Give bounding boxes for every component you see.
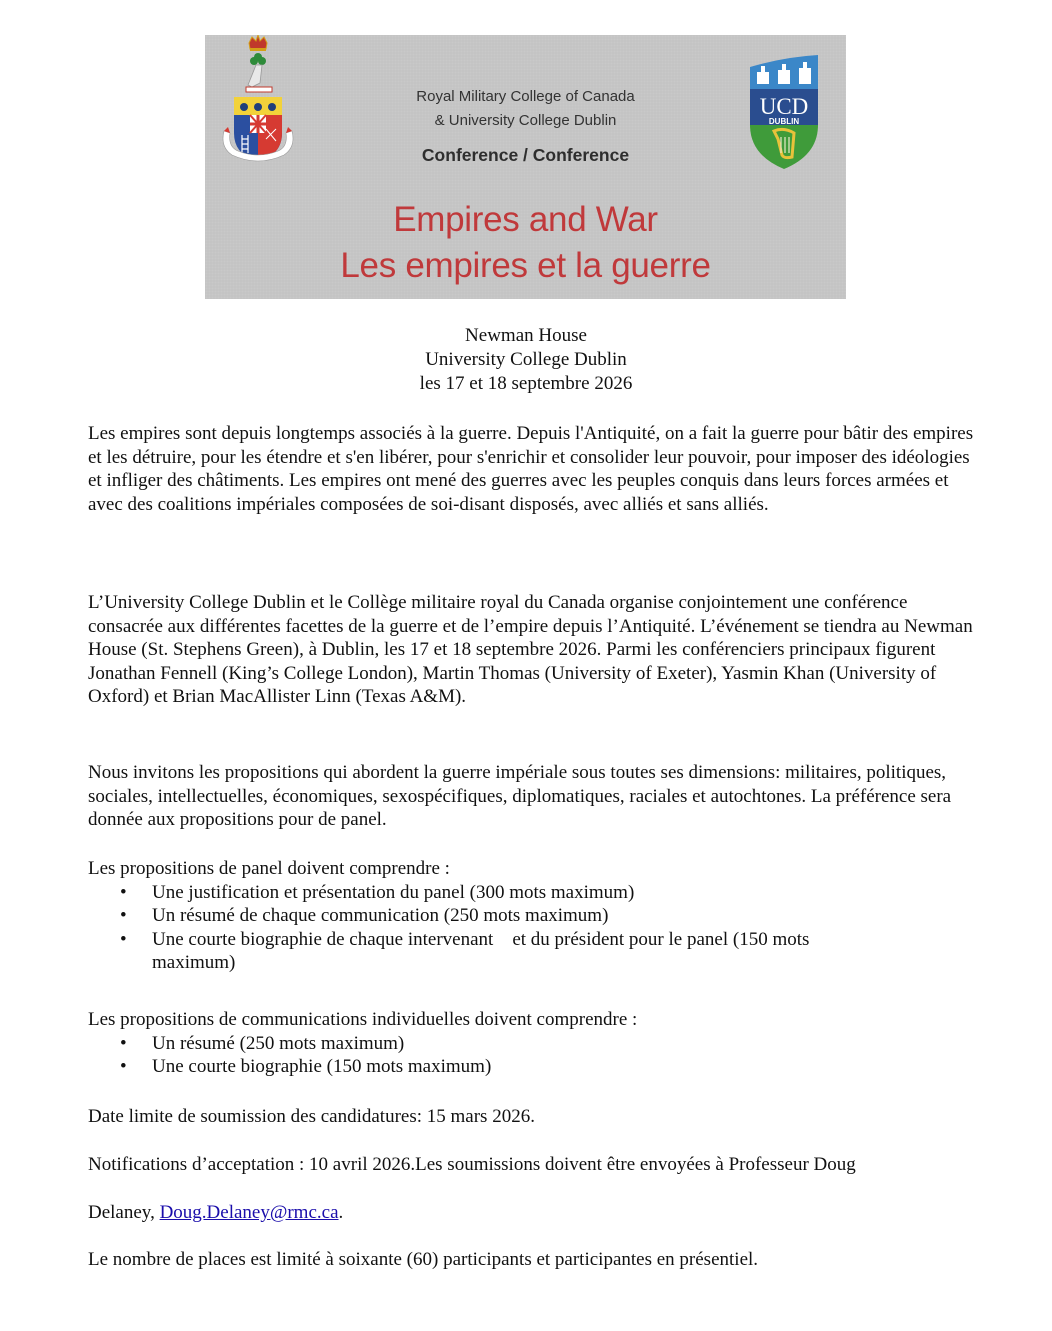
venue-dates: les 17 et 18 septembre 2026 [419, 373, 633, 394]
list-item: • Une courte biographie de chaque intervenant et du président pour le panel (150 mots maximum) [120, 928, 815, 973]
individual-list [88, 1032, 978, 1079]
panel-requirements [88, 857, 978, 975]
banner-title-english: Empires and War [393, 200, 658, 239]
conference-label: Conference / Conference [421, 145, 630, 165]
contact-suffix: . [338, 1202, 344, 1223]
individual-heading: Les propositions de communications individuelles doivent comprendre : [88, 1009, 638, 1030]
contact-line [88, 1201, 978, 1225]
panel-heading: Les propositions de panel doivent comprendre : [88, 858, 450, 879]
list-item: • Un résumé de chaque communication (250 mots maximum) [120, 905, 609, 926]
list-item: • Un résumé (250 mots maximum) [120, 1032, 405, 1054]
bullet-icon: • [120, 928, 127, 950]
capacity-text: Le nombre de places est limité à soixante (60) participants et participantes en présentiel. [88, 1249, 759, 1270]
bullet-icon: • [120, 1032, 127, 1054]
organizer-line-2: & University College Dublin [434, 112, 617, 129]
venue-block [0, 324, 1052, 396]
panel-list [88, 881, 978, 975]
list-item: • Une justification et présentation du panel (300 mots maximum) [120, 881, 635, 903]
intro-paragraph: Les empires sont depuis longtemps associés à la guerre. Depuis l'Antiquité, on a fait la guerre pour bâtir des empires et les détruire, pour les étendre et s'en libérer, pour s'enrichir et consolider leur pouvoir, pour imposer des idéologies et infliger des châtiments. Les empires ont mené des guerres avec les peuples conquis dans leurs forces armées et avec des coalitions impériales composées de soi-disant disposés, avec alliés et sans alliés. [88, 423, 974, 515]
email-link[interactable]: Doug.Delaney@rmc.ca [159, 1202, 339, 1223]
bullet-icon: • [120, 905, 127, 926]
deadline-text: Date limite de soumission des candidatures: 15 mars 2026. [88, 1106, 535, 1127]
notification-text: Notifications d’acceptation : 10 avril 2026.Les soumissions doivent être envoyées à Professeur Doug [88, 1154, 856, 1175]
bullet-icon: • [120, 1056, 127, 1077]
banner-title-french: Les empires et la guerre [340, 246, 711, 285]
venue-institution: University College Dublin [425, 349, 627, 370]
ucd-shield-icon [748, 55, 820, 170]
contact-prefix: Delaney, [88, 1202, 160, 1223]
list-item: • Une courte biographie (150 mots maximum) [120, 1056, 492, 1077]
conference-banner [205, 35, 846, 299]
ucd-logo-text: UCD [759, 94, 809, 119]
individual-requirements [88, 1008, 978, 1079]
bullet-icon: • [120, 881, 127, 903]
details-paragraph: L’University College Dublin et le Collège militaire royal du Canada organise conjointement une conférence consacrée aux différentes facettes de la guerre et de l’empire depuis l’Antiquité. L’événement se tiendra au Newman House (St. Stephens Green), à Dublin, les 17 et 18 septembre 2026. Parmi les conférenciers principaux figurent Jonathan Fennell (King’s College London), Martin Thomas (University of Exeter), Yasmin Khan (University of Oxford) et Brian MacAllister Linn (Texas A&M). [88, 592, 973, 707]
invitation-paragraph: Nous invitons les propositions qui abordent la guerre impériale sous toutes ses dimensions: militaires, politiques, sociales, intellectuelles, économiques, sexospécifiques, diplomatiques, raciales et autochtones. La préférence sera donnée aux propositions pour de panel. [88, 762, 952, 830]
organizer-line-1: Royal Military College of Canada [416, 88, 635, 105]
venue-place: Newman House [465, 325, 587, 346]
ucd-logo-subtext: DUBLIN [768, 117, 800, 126]
